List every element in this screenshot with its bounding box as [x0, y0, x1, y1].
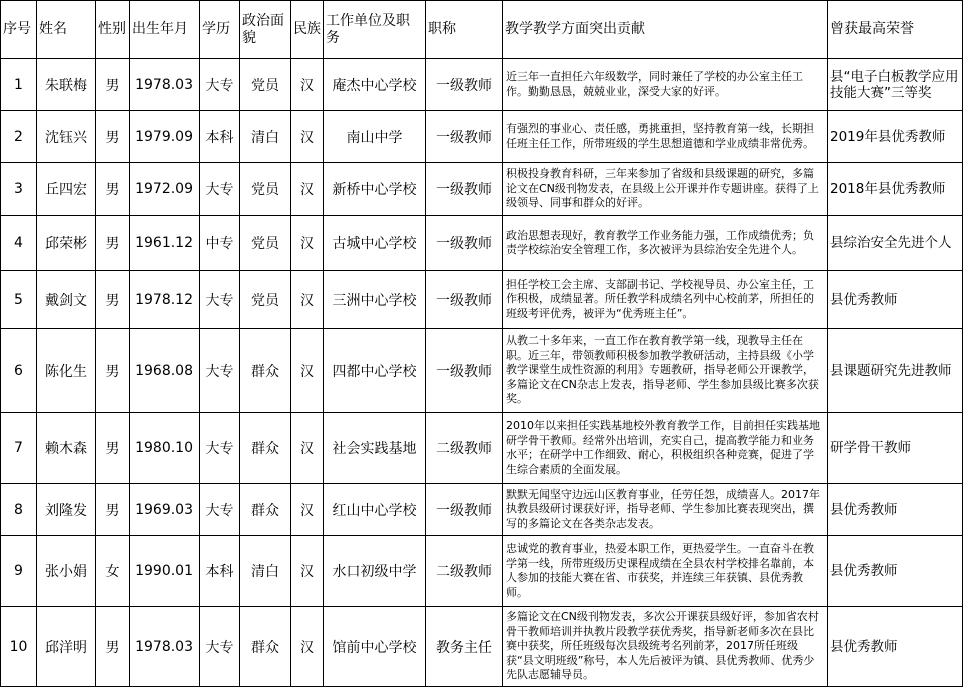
row-education: 大专 [200, 484, 240, 536]
row-political: 清白 [240, 111, 291, 163]
row-title: 一级教师 [426, 271, 503, 329]
row-gender: 男 [96, 163, 130, 216]
row-unit: 新桥中心学校 [324, 163, 426, 216]
row-gender: 男 [96, 271, 130, 329]
header-education: 学历 [200, 1, 240, 59]
row-political: 党员 [240, 271, 291, 329]
header-title: 职称 [426, 1, 503, 59]
row-education: 大专 [200, 271, 240, 329]
row-contribution: 从教二十多年来，一直工作在教育教学第一线，现教导主任在职。近三年，带领教师积极参加教学教研活动，主持县级《小学教学课堂生成性资源的利用》专题教研，指导老师公开课教学，多篇论文在CN杂志上发表，指导老师、学生参加县级比赛多次获奖。 [503, 329, 828, 413]
row-name: 邱洋明 [37, 607, 96, 687]
row-unit: 古城中心学校 [324, 216, 426, 271]
row-contribution: 2010年以来担任实践基地校外教育教学工作，目前担任实践基地研学骨干教师。经常外出培训，充实自己，提高教学能力和业务水平；在研学中工作细致、耐心，积极组织各种竞赛，促进了学生综合素质的全面发展。 [503, 413, 828, 484]
row-contribution: 多篇论文在CN级刊物发表，多次公开课获县级好评，参加省农村骨干教师培训并执教片段教学获优秀奖，指导新老师多次在县比赛中获奖，所任班级每次县级统考名列前茅，2017所任班级获“县文明班级”称号，本人先后被评为镇、县优秀教师、优秀少先队志愿辅导员。 [503, 607, 828, 687]
row-education: 大专 [200, 329, 240, 413]
row-ethnicity: 汉 [291, 536, 324, 607]
row-ethnicity: 汉 [291, 413, 324, 484]
row-number: 10 [1, 607, 37, 687]
row-unit: 三洲中心学校 [324, 271, 426, 329]
row-political: 党员 [240, 59, 291, 111]
row-ethnicity: 汉 [291, 163, 324, 216]
row-name: 陈化生 [37, 329, 96, 413]
row-title: 二级教师 [426, 413, 503, 484]
row-name: 沈钰兴 [37, 111, 96, 163]
row-gender: 男 [96, 484, 130, 536]
row-unit: 馆前中心学校 [324, 607, 426, 687]
row-contribution: 有强烈的事业心、责任感，勇挑重担，坚持教育第一线，长期担任班主任工作，所带班级的学生思想道德和学业成绩非常优秀。 [503, 111, 828, 163]
row-honor: 县优秀教师 [828, 271, 963, 329]
row-birth: 1961.12 [130, 216, 200, 271]
row-contribution: 政治思想表现好，教育教学工作业务能力强，工作成绩优秀；负责学校综治安全管理工作，多次被评为县综治安全先进个人。 [503, 216, 828, 271]
row-honor: 县优秀教师 [828, 536, 963, 607]
header-birth: 出生年月 [130, 1, 200, 59]
header-gender: 性别 [96, 1, 130, 59]
row-education: 本科 [200, 111, 240, 163]
row-birth: 1978.03 [130, 607, 200, 687]
row-honor: 2019年县优秀教师 [828, 111, 963, 163]
row-gender: 男 [96, 413, 130, 484]
row-title: 一级教师 [426, 216, 503, 271]
row-education: 本科 [200, 536, 240, 607]
row-title: 一级教师 [426, 59, 503, 111]
row-ethnicity: 汉 [291, 111, 324, 163]
row-title: 教务主任 [426, 607, 503, 687]
header-honor: 曾获最高荣誉 [828, 1, 963, 59]
row-name: 赖木森 [37, 413, 96, 484]
row-number: 4 [1, 216, 37, 271]
header-name: 姓名 [37, 1, 96, 59]
row-title: 一级教师 [426, 484, 503, 536]
table-row [1, 484, 963, 536]
row-name: 丘四宏 [37, 163, 96, 216]
row-contribution: 近三年一直担任六年级数学，同时兼任了学校的办公室主任工作。勤勤恳恳，兢兢业业，深受大家的好评。 [503, 59, 828, 111]
row-unit: 社会实践基地 [324, 413, 426, 484]
table-row [1, 111, 963, 163]
row-honor: 县“电子白板教学应用技能大赛”三等奖 [828, 59, 963, 111]
row-unit: 水口初级中学 [324, 536, 426, 607]
row-number: 2 [1, 111, 37, 163]
row-honor: 县优秀教师 [828, 607, 963, 687]
row-honor: 县综治安全先进个人 [828, 216, 963, 271]
row-title: 一级教师 [426, 163, 503, 216]
header-ethnicity: 民族 [291, 1, 324, 59]
table-row [1, 329, 963, 413]
row-ethnicity: 汉 [291, 607, 324, 687]
row-political: 党员 [240, 216, 291, 271]
row-name: 邱荣彬 [37, 216, 96, 271]
row-unit: 庵杰中心学校 [324, 59, 426, 111]
header-contribution: 教学教学方面突出贡献 [503, 1, 828, 59]
row-political: 党员 [240, 163, 291, 216]
row-unit: 红山中心学校 [324, 484, 426, 536]
row-number: 5 [1, 271, 37, 329]
row-birth: 1990.01 [130, 536, 200, 607]
header-no: 序号 [1, 1, 37, 59]
row-birth: 1972.09 [130, 163, 200, 216]
row-ethnicity: 汉 [291, 329, 324, 413]
row-gender: 男 [96, 111, 130, 163]
header-unit: 工作单位及职务 [324, 1, 426, 59]
row-political: 群众 [240, 329, 291, 413]
table-row [1, 536, 963, 607]
row-honor: 县课题研究先进教师 [828, 329, 963, 413]
row-number: 1 [1, 59, 37, 111]
row-number: 8 [1, 484, 37, 536]
row-birth: 1969.03 [130, 484, 200, 536]
row-gender: 女 [96, 536, 130, 607]
row-number: 7 [1, 413, 37, 484]
row-education: 大专 [200, 163, 240, 216]
row-honor: 2018年县优秀教师 [828, 163, 963, 216]
row-contribution: 忠诚党的教育事业，热爱本职工作，更热爱学生。一直奋斗在教学第一线，所带班级历史课程成绩在全县农村学校排名靠前，本人参加的技能大赛在省、市获奖，并连续三年获镇、县优秀教师。 [503, 536, 828, 607]
row-gender: 男 [96, 329, 130, 413]
row-political: 清白 [240, 536, 291, 607]
row-title: 一级教师 [426, 111, 503, 163]
row-birth: 1968.08 [130, 329, 200, 413]
table-footer-space [1, 687, 963, 695]
row-birth: 1978.12 [130, 271, 200, 329]
row-political: 群众 [240, 413, 291, 484]
row-unit: 四都中心学校 [324, 329, 426, 413]
row-honor: 县优秀教师 [828, 484, 963, 536]
row-ethnicity: 汉 [291, 59, 324, 111]
header-row [1, 1, 963, 59]
row-honor: 研学骨干教师 [828, 413, 963, 484]
row-number: 6 [1, 329, 37, 413]
row-ethnicity: 汉 [291, 271, 324, 329]
row-name: 朱联梅 [37, 59, 96, 111]
table-row [1, 59, 963, 111]
table-row [1, 163, 963, 216]
row-political: 群众 [240, 484, 291, 536]
row-name: 张小娟 [37, 536, 96, 607]
row-gender: 男 [96, 216, 130, 271]
row-contribution: 默默无闻坚守边远山区教育事业，任劳任怨，成绩喜人。2017年执教县级研讨课获好评，指导老师、学生参加比赛表现突出，撰写的多篇论文在各类杂志发表。 [503, 484, 828, 536]
row-birth: 1978.03 [130, 59, 200, 111]
row-title: 一级教师 [426, 329, 503, 413]
row-title: 二级教师 [426, 536, 503, 607]
row-birth: 1980.10 [130, 413, 200, 484]
header-political: 政治面貌 [240, 1, 291, 59]
row-education: 大专 [200, 413, 240, 484]
table-row [1, 607, 963, 687]
row-unit: 南山中学 [324, 111, 426, 163]
row-education: 大专 [200, 607, 240, 687]
table-row [1, 216, 963, 271]
row-gender: 男 [96, 59, 130, 111]
row-ethnicity: 汉 [291, 216, 324, 271]
row-education: 大专 [200, 59, 240, 111]
row-number: 9 [1, 536, 37, 607]
row-political: 群众 [240, 607, 291, 687]
row-ethnicity: 汉 [291, 484, 324, 536]
row-contribution: 积极投身教育科研，三年来参加了省级和县级课题的研究，多篇论文在CN级刊物发表，在县级上公开课并作专题讲座。获得了上级领导、同事和群众的好评。 [503, 163, 828, 216]
row-gender: 男 [96, 607, 130, 687]
row-number: 3 [1, 163, 37, 216]
row-education: 中专 [200, 216, 240, 271]
table-row [1, 271, 963, 329]
row-contribution: 担任学校工会主席、支部副书记、学校视导员、办公室主任，工作积极，成绩显著。所任教学科成绩名列中心校前茅，所担任的班级考评优秀，被评为“优秀班主任”。 [503, 271, 828, 329]
row-birth: 1979.09 [130, 111, 200, 163]
table-row [1, 413, 963, 484]
row-name: 刘隆发 [37, 484, 96, 536]
row-name: 戴剑文 [37, 271, 96, 329]
